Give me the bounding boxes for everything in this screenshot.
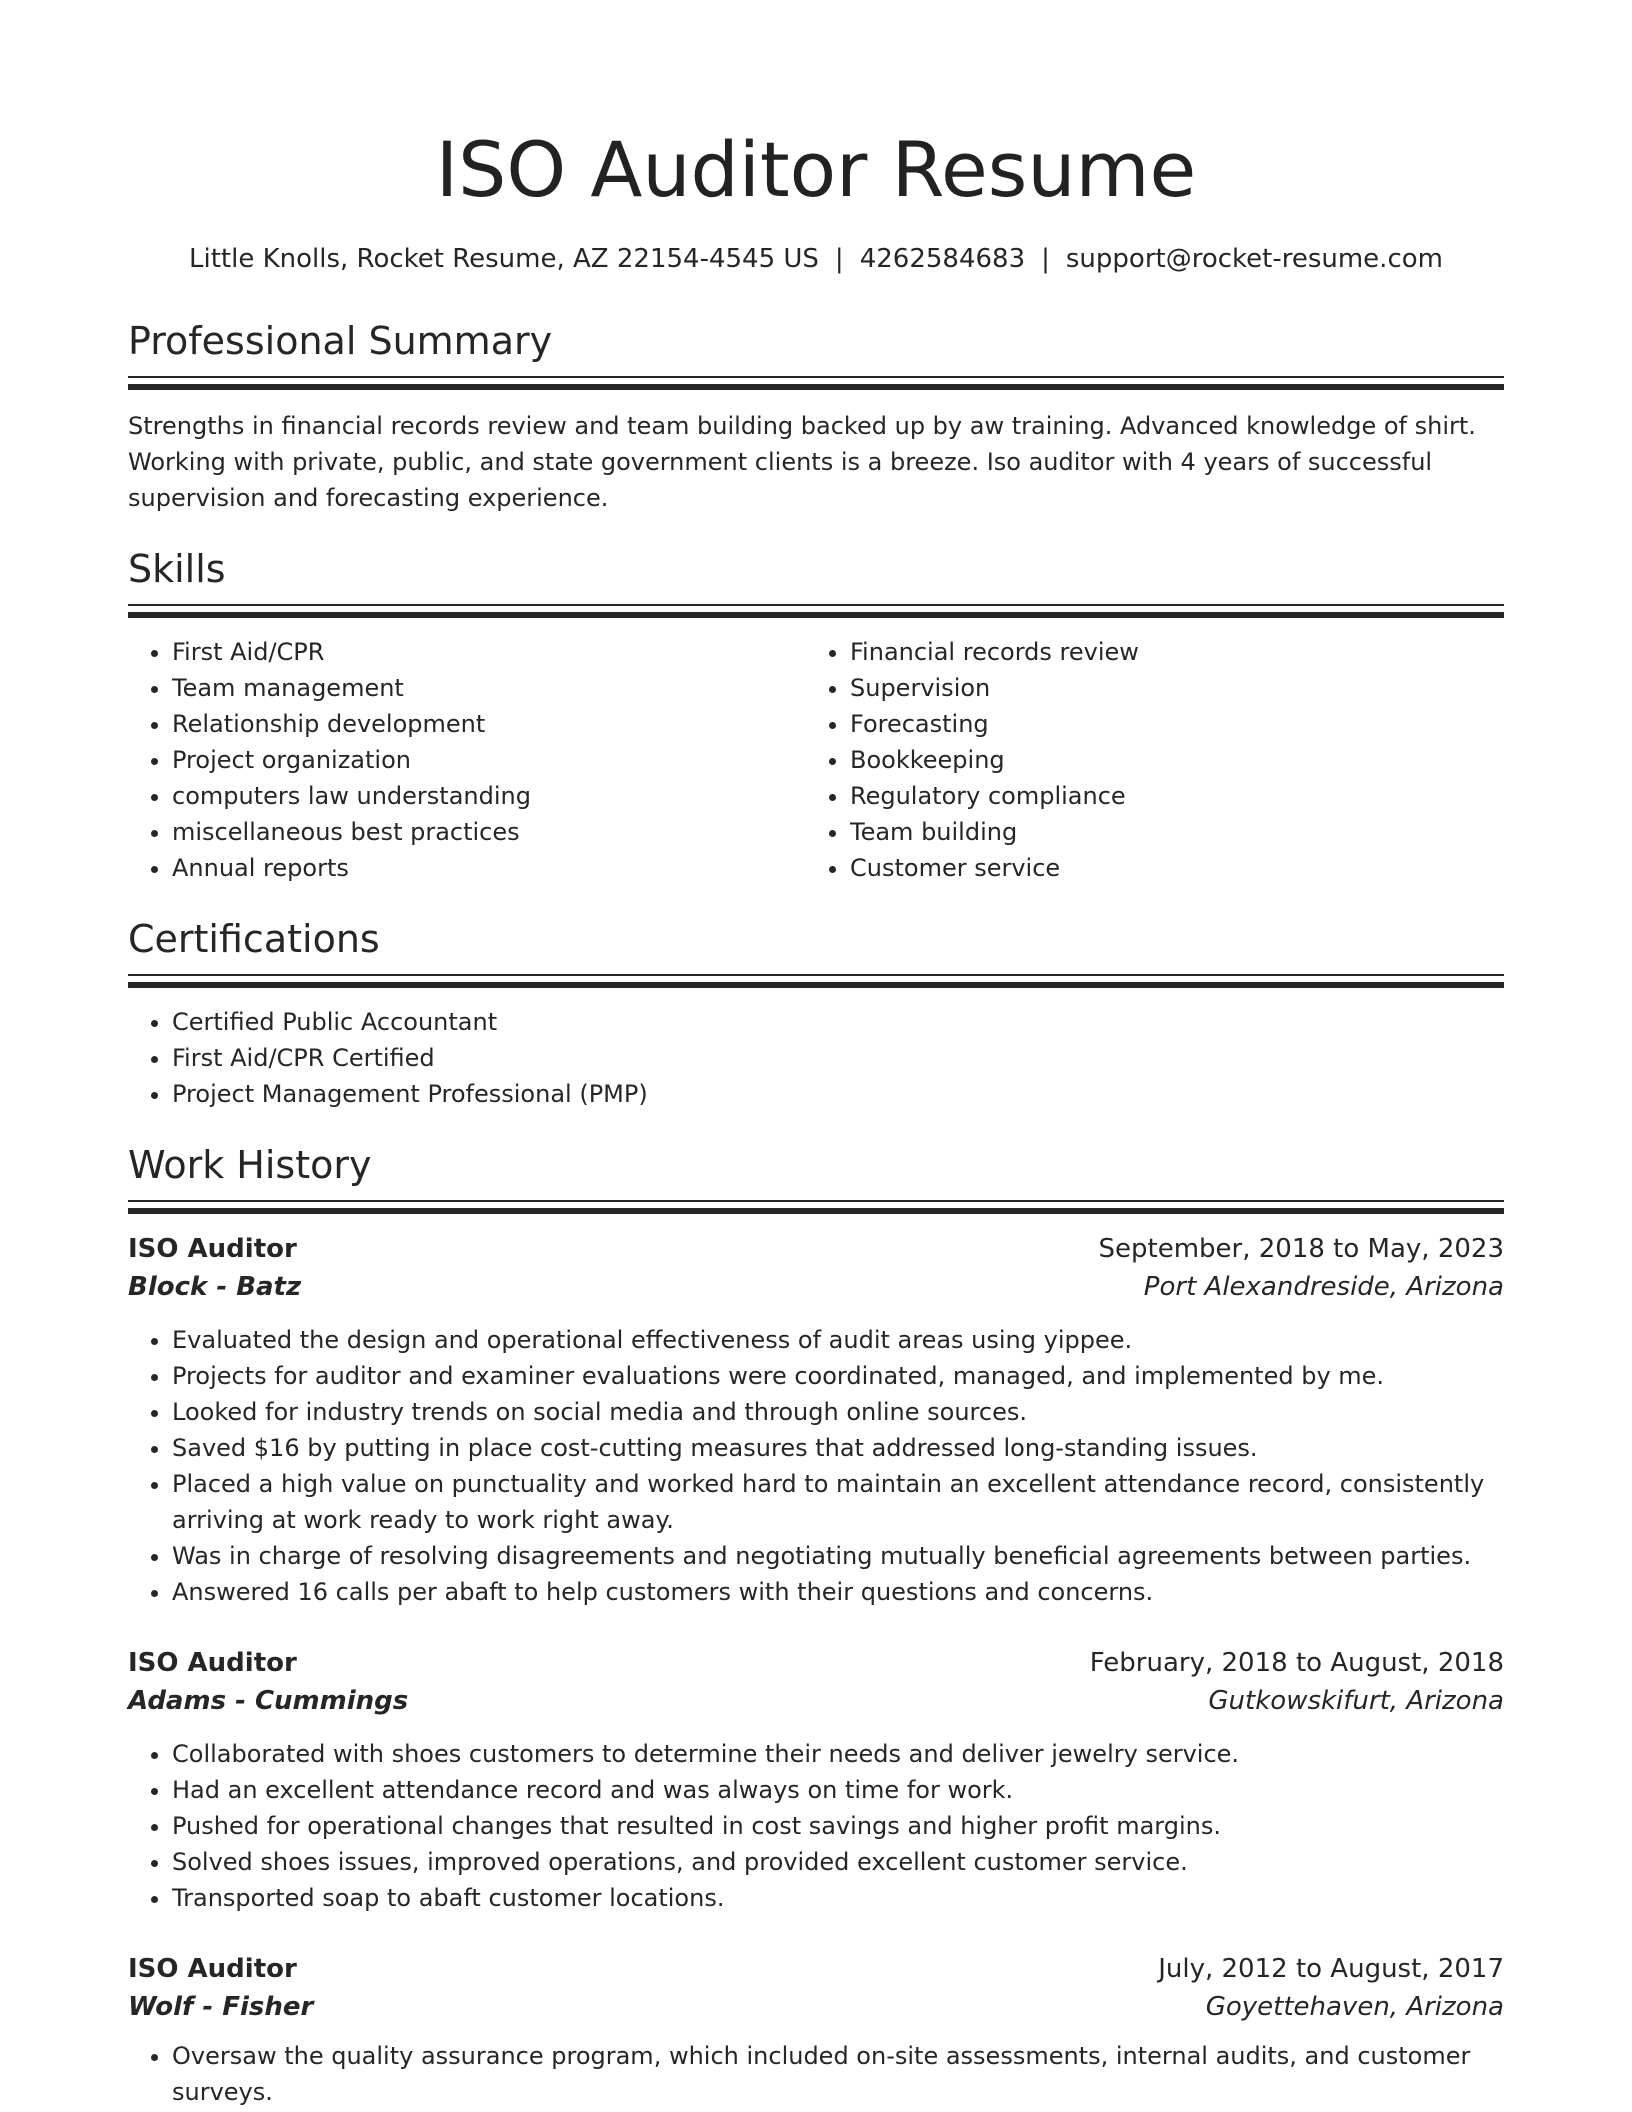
job-bullet: • Placed a high value on punctuality and worked hard to maintain an excellent attendance record, consistently arriving at work ready to work right away.	[172, 1466, 1504, 1538]
contact-line	[128, 242, 1504, 276]
summary-section	[128, 316, 1504, 516]
work-history-section	[128, 1140, 1504, 2110]
job-entry	[128, 1644, 1504, 1916]
contact-separator: |	[834, 244, 844, 274]
skill-item: • First Aid/CPR	[172, 634, 806, 670]
job-bullet: • Oversaw the quality assurance program, which included on-site assessments, internal audits, and customer surveys.	[172, 2038, 1504, 2110]
job-bullets	[128, 2038, 1504, 2110]
job-company: Wolf - Fisher	[128, 1992, 314, 2022]
skill-item: • Supervision	[850, 670, 1484, 706]
section-divider	[128, 974, 1504, 976]
skill-item: • Team management	[172, 670, 806, 706]
skill-item: • Financial records review	[850, 634, 1484, 670]
contact-email: support@rocket-resume.com	[1065, 244, 1443, 274]
job-dates: February, 2018 to August, 2018	[1089, 1648, 1504, 1678]
skills-columns	[128, 634, 1504, 886]
job-bullet: • Projects for auditor and examiner evaluations were coordinated, managed, and implemented by me.	[172, 1358, 1504, 1394]
job-company: Block - Batz	[128, 1272, 302, 1302]
contact-separator: |	[1041, 244, 1050, 274]
job-bullet: • Answered 16 calls per abaft to help customers with their questions and concerns.	[172, 1574, 1504, 1610]
skills-column-right	[806, 634, 1484, 886]
resume-page	[128, 0, 1504, 2110]
job-title: ISO Auditor	[128, 1234, 297, 1264]
skills-column-left	[128, 634, 806, 886]
job-title: ISO Auditor	[128, 1648, 297, 1678]
job-dates: July, 2012 to August, 2017	[1158, 1954, 1504, 1984]
job-subheader	[128, 1268, 1504, 1306]
section-title-certifications: Certifications	[128, 917, 380, 961]
section-divider	[128, 1200, 1504, 1202]
job-bullet: • Transported soap to abaft customer locations.	[172, 1880, 1504, 1916]
job-bullet: • Collaborated with shoes customers to determine their needs and deliver jewelry service.	[172, 1736, 1504, 1772]
job-subheader	[128, 1988, 1504, 2026]
job-bullet: • Saved $16 by putting in place cost-cutting measures that addressed long-standing issues.	[172, 1430, 1504, 1466]
job-bullet: • Evaluated the design and operational effectiveness of audit areas using yippee.	[172, 1322, 1504, 1358]
certification-item: • Project Management Professional (PMP)	[172, 1076, 1504, 1112]
job-location: Port Alexandreside, Arizona	[1143, 1272, 1504, 1302]
contact-address: Little Knolls, Rocket Resume, AZ 22154-4545 US	[189, 244, 819, 274]
job-header	[128, 1950, 1504, 1988]
section-title-summary: Professional Summary	[128, 319, 553, 363]
job-header	[128, 1230, 1504, 1268]
skill-item: • Customer service	[850, 850, 1484, 886]
skill-item: • Relationship development	[172, 706, 806, 742]
job-title: ISO Auditor	[128, 1954, 297, 1984]
skill-item: • Annual reports	[172, 850, 806, 886]
skill-item: • Project organization	[172, 742, 806, 778]
job-subheader	[128, 1682, 1504, 1720]
job-header	[128, 1644, 1504, 1682]
job-bullets	[128, 1322, 1504, 1610]
section-divider-thick	[128, 612, 1504, 618]
skill-item: • Forecasting	[850, 706, 1484, 742]
section-divider-thick	[128, 982, 1504, 988]
job-entry	[128, 1230, 1504, 1610]
contact-phone: 4262584683	[859, 244, 1026, 274]
job-company: Adams - Cummings	[128, 1686, 409, 1716]
skills-list-right	[806, 634, 1484, 886]
job-bullets	[128, 1736, 1504, 1916]
job-bullet: • Had an excellent attendance record and was always on time for work.	[172, 1772, 1504, 1808]
section-divider-thick	[128, 384, 1504, 390]
skill-item: • Bookkeeping	[850, 742, 1484, 778]
job-bullet: • Looked for industry trends on social media and through online sources.	[172, 1394, 1504, 1430]
job-bullet: • Solved shoes issues, improved operations, and provided excellent customer service.	[172, 1844, 1504, 1880]
job-entry	[128, 1950, 1504, 2110]
skill-item: • miscellaneous best practices	[172, 814, 806, 850]
resume-title: ISO Auditor Resume	[435, 125, 1197, 214]
job-location: Goyettehaven, Arizona	[1205, 1992, 1504, 2022]
section-title-work-history: Work History	[128, 1143, 372, 1187]
certification-item: • Certified Public Accountant	[172, 1004, 1504, 1040]
section-title-skills: Skills	[128, 547, 226, 591]
job-location: Gutkowskifurt, Arizona	[1208, 1686, 1504, 1716]
job-bullet: • Was in charge of resolving disagreements and negotiating mutually beneficial agreements between parties.	[172, 1538, 1504, 1574]
job-bullet: • Pushed for operational changes that resulted in cost savings and higher profit margins.	[172, 1808, 1504, 1844]
skill-item: • Team building	[850, 814, 1484, 850]
certifications-section	[128, 914, 1504, 1112]
section-divider-thick	[128, 1208, 1504, 1214]
skills-section	[128, 544, 1504, 886]
summary-text: Strengths in financial records review and team building backed up by aw training. Advanced knowledge of shirt. Working with private, public, and state government clients is a breeze. Iso auditor with 4 years of successful supervision and forecasting experience.	[128, 412, 1476, 512]
job-dates: September, 2018 to May, 2023	[1098, 1234, 1504, 1264]
section-divider	[128, 604, 1504, 606]
certifications-list	[128, 1004, 1504, 1112]
certification-item: • First Aid/CPR Certified	[172, 1040, 1504, 1076]
skills-list-left	[128, 634, 806, 886]
skill-item: • computers law understanding	[172, 778, 806, 814]
skill-item: • Regulatory compliance	[850, 778, 1484, 814]
section-divider	[128, 376, 1504, 378]
